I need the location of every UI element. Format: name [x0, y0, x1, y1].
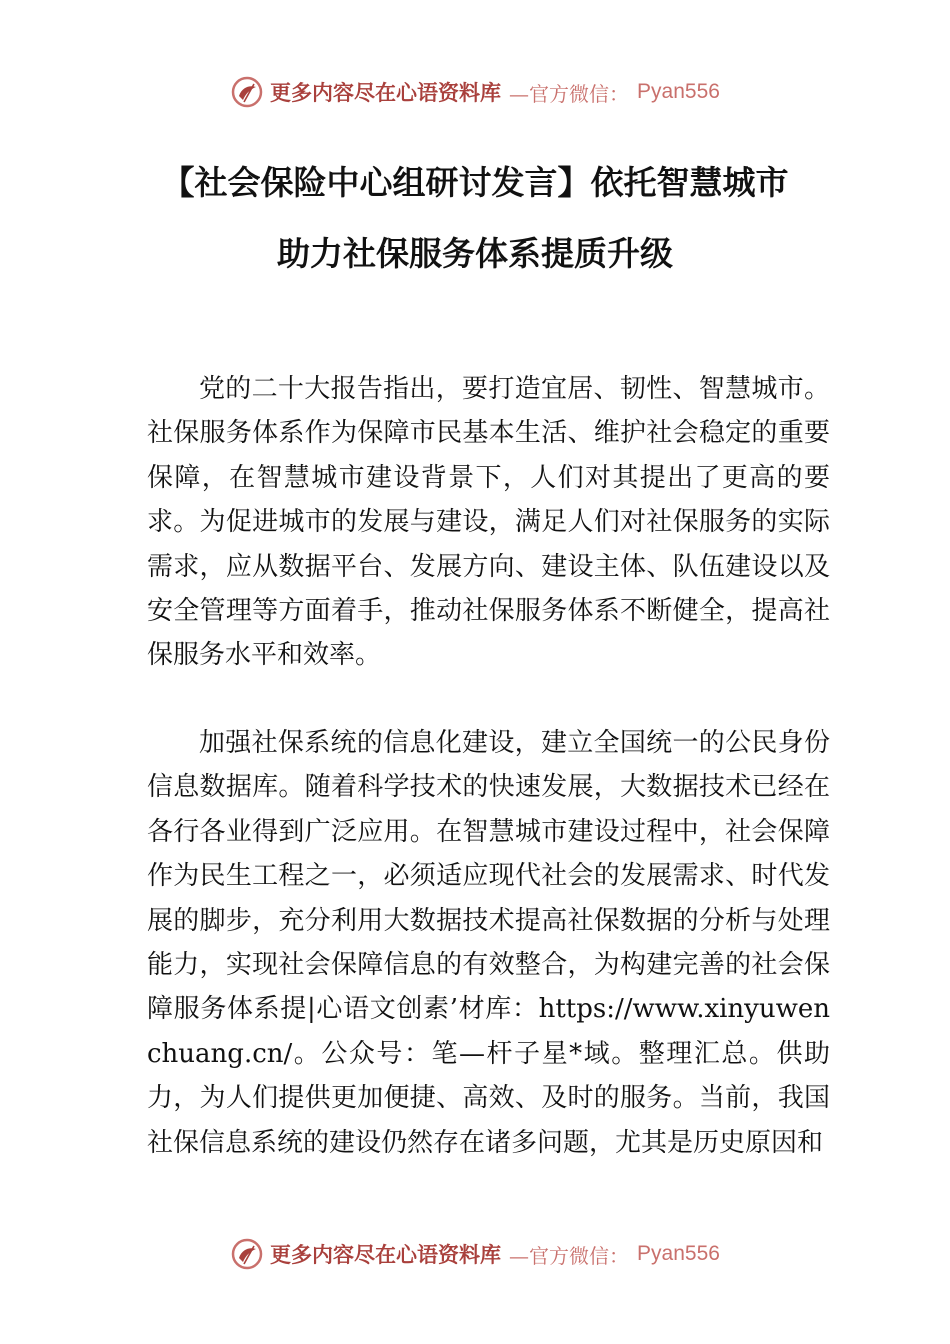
footer-banner — [0, 1232, 950, 1276]
banner-text-resource: 更多内容尽在心语资料库 — [270, 1242, 502, 1267]
banner-text-wechat-label: —官方微信： — [509, 81, 630, 106]
banner-text-wechat-label: —官方微信： — [509, 1243, 630, 1268]
document-title-line-1: 【社会保险中心组研讨发言】依托智慧城市 — [161, 163, 789, 202]
banner-text-wechat-id: Pyan556 — [637, 1242, 720, 1265]
banner-text-wechat-id: Pyan556 — [637, 80, 720, 103]
header-banner — [0, 70, 950, 114]
brand-logo-icon — [230, 75, 264, 109]
body-paragraph-2: 加强社保系统的信息化建设，建立全国统一的公民身份信息数据库。随着科学技术的快速发展，大数据技术已经在各行各业得到广泛应用。在智慧城市建设过程中，社会保障作为民生工程之一，必须适应现代社会的发展需求、时代发展的脚步，充分利用大数据技术提高社保数据的分析与处理能力，实现社会保障信息的有效整合，为构建完善的社会保障服务体系提|心语文创素’材库：https://www.xinyuwenchuang.cn/。公众号：笔—杆子星*域。整理汇总。供助力，为人们提供更加便捷、高效、及时的服务。当前，我国社保信息系统的建设仍然存在诸多问题，尤其是历史原因和 — [147, 728, 830, 1158]
banner-text-resource: 更多内容尽在心语资料库 — [270, 80, 502, 105]
document-title-line-2: 助力社保服务体系提质升级 — [277, 234, 673, 273]
body-paragraph-1: 党的二十大报告指出，要打造宜居、韧性、智慧城市。社保服务体系作为保障市民基本生活、维护社会稳定的重要保障，在智慧城市建设背景下，人们对其提出了更高的要求。为促进城市的发展与建设，满足人们对社保服务的实际需求，应从数据平台、发展方向、建设主体、队伍建设以及安全管理等方面着手，推动社保服务体系不断健全，提高社保服务水平和效率。 — [147, 374, 830, 671]
brand-logo-icon — [230, 1237, 264, 1271]
